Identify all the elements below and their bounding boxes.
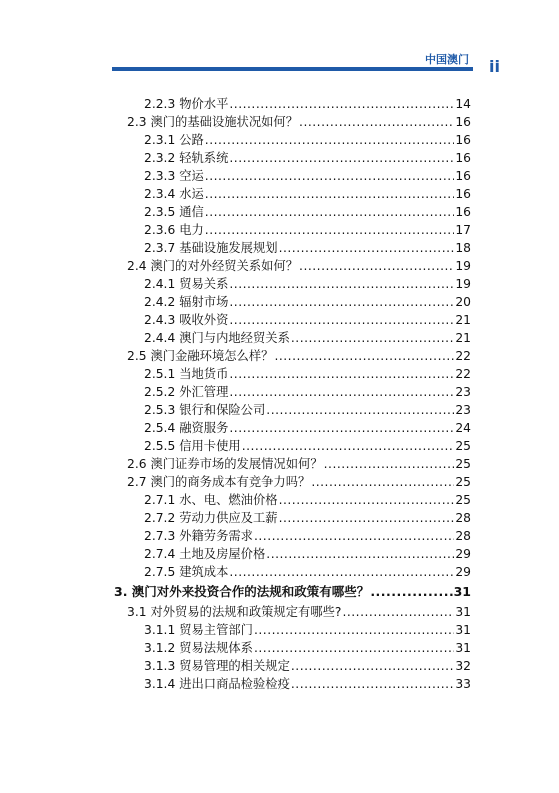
toc-entry-page: 22 [455,367,471,381]
toc-entry-page: 25 [455,439,471,453]
toc-leader-dots [229,95,454,113]
toc-entry-page: 21 [455,331,471,345]
toc-entry-page: 16 [455,151,471,165]
toc-leader-dots [299,257,454,275]
toc-entry-label: 2.7 澳门的商务成本有竞争力吗？ [127,475,311,489]
toc-entry-label: 2.3.6 电力 [144,223,204,237]
toc-entry-label: 2.5.2 外汇管理 [144,385,229,399]
toc-entry-label: 2.2.3 物价水平 [144,97,229,111]
toc-entry-label: 3.1.2 贸易法规体系 [144,641,253,655]
toc-entry-label: 2.7.3 外籍劳务需求 [144,529,253,543]
toc-entry[interactable] [144,203,471,221]
toc-entry[interactable] [144,563,471,581]
toc-entry-label: 2.5 澳门金融环境怎么样？ [127,349,274,363]
toc-leader-dots [254,621,454,639]
toc-entry-label: 2.4.3 吸收外资 [144,313,229,327]
toc-leader-dots [291,329,454,347]
toc-entry-page: 16 [455,169,471,183]
toc-entry-page: 16 [455,115,471,129]
toc-entry-page: 29 [455,565,471,579]
toc-entry-page: 18 [455,241,471,255]
toc-entry-label: 2.5.1 当地货币 [144,367,229,381]
toc-entry-page: 28 [455,529,471,543]
toc-entry-page: 25 [455,457,471,471]
toc-entry[interactable] [144,527,471,545]
toc-leader-dots [291,675,454,693]
toc-entry-label: 3. 澳门对外来投资合作的法规和政策有哪些？ [114,584,370,599]
toc-entry[interactable] [127,603,471,621]
toc-entry-label: 2.3.2 轻轨系统 [144,151,229,165]
toc-entry-label: 2.7.1 水、电、燃油价格 [144,493,278,507]
toc-leader-dots [229,275,454,293]
toc-leader-dots [370,583,452,601]
toc-entry[interactable] [144,657,471,675]
toc-entry-label: 2.5.4 融资服务 [144,421,229,435]
toc-leader-dots [266,401,454,419]
toc-entry[interactable] [144,401,471,419]
toc-leader-dots [324,455,455,473]
toc-entry[interactable] [144,95,471,113]
toc-leader-dots [279,509,455,527]
toc-entry-label: 2.5.3 银行和保险公司 [144,403,266,417]
toc-leader-dots [266,545,454,563]
toc-entry-page: 31 [453,584,471,599]
toc-entry[interactable] [127,257,471,275]
toc-entry-label: 2.3.4 水运 [144,187,204,201]
toc-entry-label: 2.7.4 土地及房屋价格 [144,547,266,561]
toc-entry-page: 23 [455,385,471,399]
toc-leader-dots [242,437,455,455]
toc-entry[interactable] [144,675,471,693]
toc-entry-label: 2.3.5 通信 [144,205,204,219]
toc-entry-label: 3.1.3 贸易管理的相关规定 [144,659,290,673]
toc-leader-dots [274,347,454,365]
toc-entry-page: 17 [455,223,471,237]
toc-entry[interactable] [144,621,471,639]
toc-entry[interactable] [144,293,471,311]
toc-entry-page: 22 [455,349,471,363]
toc-leader-dots [311,473,454,491]
toc-entry-page: 31 [455,605,471,619]
toc-entry[interactable] [144,639,471,657]
toc-entry[interactable] [144,185,471,203]
toc-entry-label: 2.4.4 澳门与内地经贸关系 [144,331,290,345]
toc-entry-page: 32 [455,659,471,673]
toc-leader-dots [229,383,454,401]
toc-entry-label: 3.1.4 进出口商品检验检疫 [144,677,290,691]
toc-leader-dots [205,167,455,185]
toc-entry-label: 2.5.5 信用卡使用 [144,439,241,453]
toc-entry[interactable] [127,347,471,365]
toc-entry-page: 16 [455,187,471,201]
toc-leader-dots [229,563,454,581]
toc-entry[interactable] [127,455,471,473]
toc-leader-dots [205,185,455,203]
toc-leader-dots [205,131,455,149]
toc-leader-dots [229,419,454,437]
toc-leader-dots [291,657,454,675]
toc-entry-page: 20 [455,295,471,309]
header-rule [112,67,473,71]
page-number: ii [489,57,500,76]
toc-entry-label: 2.3 澳门的基础设施状况如何？ [127,115,299,129]
toc-entry-label: 3.1.1 贸易主管部门 [144,623,253,637]
toc-entry-label: 2.4.2 辐射市场 [144,295,229,309]
toc-leader-dots [229,311,454,329]
toc-entry[interactable] [144,131,471,149]
toc-entry[interactable] [127,113,471,131]
toc-entry[interactable] [144,383,471,401]
toc-entry-page: 28 [455,511,471,525]
toc-entry[interactable] [144,239,471,257]
toc-leader-dots [205,221,455,239]
toc-entry-page: 25 [455,493,471,507]
toc-leader-dots [229,365,454,383]
toc-entry-page: 31 [455,641,471,655]
toc-entry-label: 2.3.3 空运 [144,169,204,183]
toc-entry-page: 31 [455,623,471,637]
toc-entry[interactable] [144,509,471,527]
toc-leader-dots [279,491,455,509]
toc-entry-label: 2.4.1 贸易关系 [144,277,229,291]
toc-entry-page: 24 [455,421,471,435]
toc-entry-page: 23 [455,403,471,417]
toc-leader-dots [342,603,454,621]
toc-entry-page: 19 [455,277,471,291]
toc-entry-label: 2.7.2 劳动力供应及工薪 [144,511,278,525]
toc-entry[interactable] [127,473,471,491]
toc-leader-dots [254,527,454,545]
toc-entry-page: 33 [455,677,471,691]
toc-leader-dots [229,149,454,167]
toc-leader-dots [205,203,455,221]
toc-entry[interactable] [144,419,471,437]
toc-entry-label: 2.4 澳门的对外经贸关系如何？ [127,259,299,273]
toc-entry[interactable] [144,491,471,509]
toc-entry[interactable] [144,167,471,185]
toc-entry-label: 2.3.1 公路 [144,133,204,147]
toc-entry[interactable] [114,583,471,601]
toc-entry-label: 2.6 澳门证券市场的发展情况如何？ [127,457,323,471]
toc-entry-page: 16 [455,133,471,147]
toc-entry[interactable] [144,275,471,293]
toc-entry-page: 25 [455,475,471,489]
header-title: 中国澳门 [425,53,469,66]
toc-leader-dots [299,113,454,131]
toc-entry[interactable] [144,221,471,239]
toc-entry-page: 21 [455,313,471,327]
toc-entry-page: 16 [455,205,471,219]
toc-entry-label: 2.3.7 基础设施发展规划 [144,241,278,255]
toc-entry-page: 29 [455,547,471,561]
toc-entry-label: 2.7.5 建筑成本 [144,565,229,579]
toc-entry-label: 3.1 对外贸易的法规和政策规定有哪些? [127,605,342,619]
toc-entry[interactable] [144,311,471,329]
toc-entry[interactable] [144,545,471,563]
toc-entry[interactable] [144,437,471,455]
toc-entry[interactable] [144,149,471,167]
toc-entry[interactable] [144,329,471,347]
toc-leader-dots [254,639,454,657]
toc-entry-page: 19 [455,259,471,273]
toc-leader-dots [229,293,454,311]
toc-leader-dots [279,239,455,257]
toc-entry[interactable] [144,365,471,383]
toc-entry-page: 14 [455,97,471,111]
